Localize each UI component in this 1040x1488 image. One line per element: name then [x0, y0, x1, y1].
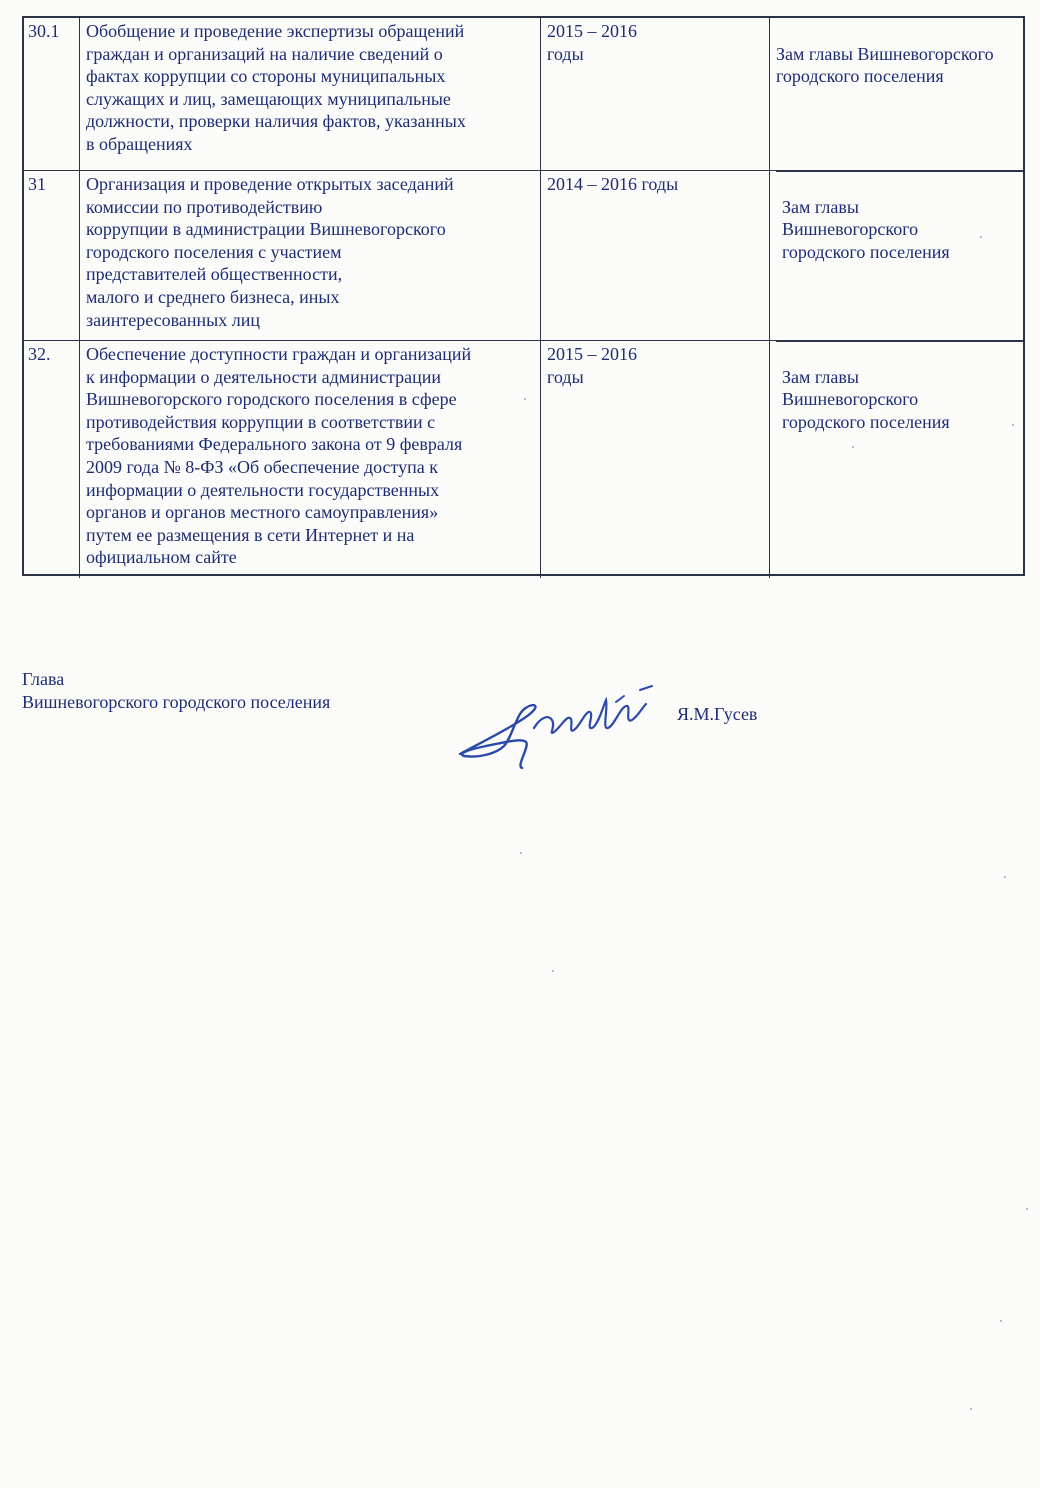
scan-speck: [980, 236, 982, 238]
row-number-cell: 31: [24, 171, 80, 340]
scan-speck: [852, 446, 854, 448]
scan-speck: [1000, 1320, 1002, 1322]
plan-table: [22, 16, 1025, 576]
table-row: [24, 171, 1023, 341]
responsible-text: Зам главы Вишневогорского городского поселения: [782, 196, 950, 262]
handwritten-signature: [456, 680, 666, 776]
responsible-text: Зам главы Вишневогорского городского поселения: [776, 43, 994, 87]
scan-speck: [1012, 424, 1014, 426]
measure-cell: Обеспечение доступности граждан и организаций к информации о деятельности администрации Вишневогорского городского поселения в сфере противодействия коррупции в соответствии с требованиями Федерального закона от 9 февраля 2009 года № 8-ФЗ «Об обеспечение доступа к информации о деятельности государственных органов и органов местного самоуправления» путем ее размещения в сети Интернет и на официальном сайте: [80, 341, 541, 578]
period-cell: 2015 – 2016 годы: [541, 18, 770, 170]
measure-cell: Организация и проведение открытых заседаний комиссии по противодействию коррупции в администрации Вишневогорского городского поселения с участием представителей общественности, малого и среднего бизнеса, иных заинтересованных лиц: [80, 171, 541, 340]
signer-position: Глава Вишневогорского городского поселения: [22, 669, 331, 712]
responsible-text: Зам главы Вишневогорского городского поселения: [782, 366, 950, 432]
scan-speck: [1026, 1208, 1028, 1210]
period-cell: 2014 – 2016 годы: [541, 171, 770, 340]
scan-speck: [970, 1408, 972, 1410]
signer-name: Я.М.Гусев: [677, 704, 758, 724]
measure-cell: Обобщение и проведение экспертизы обращений граждан и организаций на наличие сведений о фактах коррупции со стороны муниципальных служащих и лиц, замещающих муниципальные должности, проверки наличия фактов, указанных в обращениях: [80, 18, 541, 170]
table-row: [24, 341, 1023, 578]
row-number-cell: 32.: [24, 341, 80, 578]
scan-speck: [1004, 876, 1006, 878]
period-cell: 2015 – 2016 годы: [541, 341, 770, 578]
scan-speck: [552, 970, 554, 972]
responsible-cell: [770, 18, 1023, 170]
responsible-cell: [770, 171, 1023, 340]
table-row: [24, 18, 1023, 171]
scan-speck: [524, 398, 526, 400]
responsible-cell: [770, 341, 1023, 578]
scan-speck: [520, 852, 522, 854]
row-number-cell: 30.1: [24, 18, 80, 170]
